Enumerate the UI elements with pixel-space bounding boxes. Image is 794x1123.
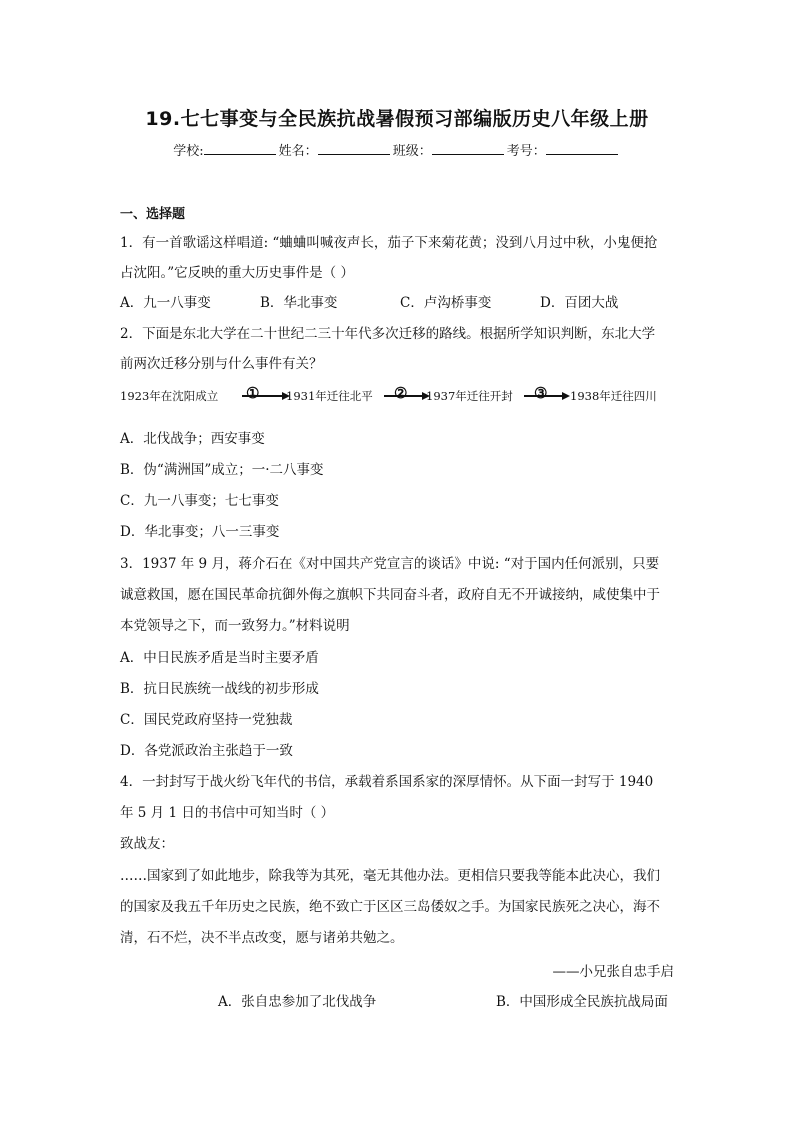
q2-stem-line2: 前两次迁移分别与什么事件有关？	[120, 356, 323, 372]
q4-letter-body-line2: 的国家及我五千年历史之民族，绝不致亡于区区三岛倭奴之手。为国家民族死之决心，海不	[120, 899, 660, 915]
q4-letter-salutation: 致战友：	[120, 836, 174, 852]
route-marker-2: ②	[394, 384, 408, 402]
examno-label: 考号：	[506, 144, 546, 159]
q1-stem-line1: 1．有一首歌谣这样唱道: “蛐蛐叫喊夜声长，茄子下来菊花黄；没到八月过中秋，小鬼便抢	[120, 235, 658, 251]
q3-stem-line2: 诚意救国，愿在国民革命抗御外侮之旗帜下共同奋斗者，政府自无不开诚接纳，咸使集中于	[120, 587, 660, 603]
q3-option-a[interactable]: A．中日民族矛盾是当时主要矛盾	[120, 650, 319, 666]
student-info-line	[0, 140, 794, 159]
q1-stem-line2: 占沈阳。”它反映的重大历史事件是（ ）	[120, 265, 354, 281]
school-blank[interactable]	[204, 142, 276, 155]
route-marker-3: ③	[534, 384, 548, 402]
route-marker-1: ①	[246, 384, 260, 402]
q2-option-b[interactable]: B．伪“满洲国”成立；一·二八事变	[120, 462, 324, 478]
q1-option-d[interactable]: D．百团大战	[540, 295, 619, 311]
q4-option-b[interactable]: B．中国形成全民族抗战局面	[496, 994, 668, 1010]
q4-letter-body-line3: 清，石不烂，决不半点改变，愿与诸弟共勉之。	[120, 930, 404, 946]
q4-option-a[interactable]: A．张自忠参加了北伐战争	[218, 994, 377, 1010]
route-step-1937: 1937年迁往开封	[426, 389, 513, 403]
migration-route-diagram	[120, 384, 680, 406]
q1-option-c[interactable]: C．卢沟桥事变	[400, 295, 492, 311]
name-blank[interactable]	[318, 142, 390, 155]
class-label: 班级：	[392, 144, 432, 159]
q1-option-a[interactable]: A．九一八事变	[120, 295, 211, 311]
school-label: 学校:	[173, 144, 204, 159]
q4-stem-line1: 4．一封封写于战火纷飞年代的书信，承载着系国系家的深厚情怀。从下面一封写于 1940	[120, 774, 654, 790]
examno-blank[interactable]	[546, 142, 618, 155]
route-step-1931: 1931年迁往北平	[286, 389, 373, 403]
q3-option-c[interactable]: C．国民党政府坚持一党独裁	[120, 712, 293, 728]
q2-stem-line1: 2．下面是东北大学在二十世纪二三十年代多次迁移的路线。根据所学知识判断，东北大学	[120, 326, 656, 342]
q3-option-d[interactable]: D．各党派政治主张趋于一致	[120, 743, 293, 759]
q2-option-a[interactable]: A．北伐战争；西安事变	[120, 431, 265, 447]
q2-option-c[interactable]: C．九一八事变；七七事变	[120, 493, 279, 509]
q1-option-b[interactable]: B．华北事变	[260, 295, 338, 311]
class-blank[interactable]	[432, 142, 504, 155]
route-step-1923: 1923年在沈阳成立	[120, 389, 219, 403]
page-title: 19.七七事变与全民族抗战暑假预习部编版历史八年级上册	[145, 108, 649, 130]
q1-options	[120, 291, 618, 311]
route-step-1938: 1938年迁往四川	[570, 389, 657, 403]
q4-letter-signature: ——小兄张自忠手启	[552, 964, 674, 980]
name-label: 姓名：	[278, 144, 318, 159]
q3-stem-line3: 本党领导之下，而一致努力。”材料说明	[120, 618, 350, 634]
q2-option-d[interactable]: D．华北事变；八一三事变	[120, 524, 280, 540]
q3-option-b[interactable]: B．抗日民族统一战线的初步形成	[120, 681, 319, 697]
q4-letter-body-line1: ……国家到了如此地步，除我等为其死，毫无其他办法。更相信只要我等能本此决心，我们	[120, 868, 660, 884]
section-heading: 一、选择题	[120, 207, 186, 222]
q3-stem-line1: 3．1937 年 9 月，蒋介石在《对中国共产党宣言的谈话》中说: “对于国内任何派别，只要	[120, 556, 660, 572]
q4-stem-line2: 年 5 月 1 日的书信中可知当时（ ）	[120, 805, 335, 821]
